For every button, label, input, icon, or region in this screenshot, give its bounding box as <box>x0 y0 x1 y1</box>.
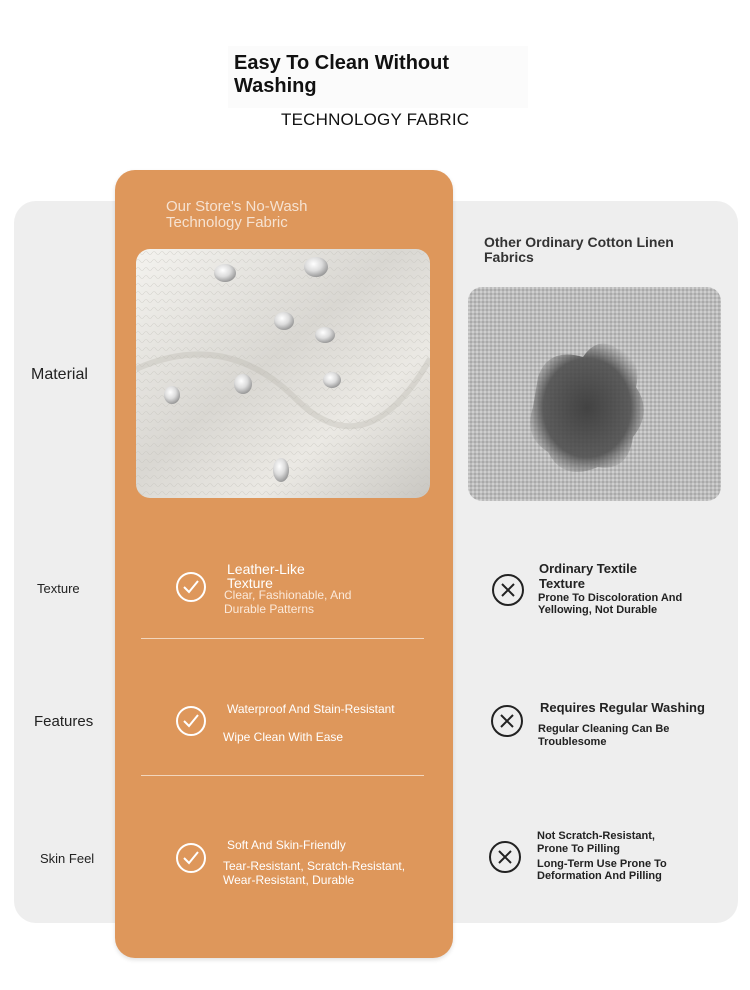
check-circle-icon <box>176 843 206 873</box>
page-title: Easy To Clean Without Washing <box>234 52 450 97</box>
leather-fabric-image <box>136 249 430 498</box>
x-circle-icon <box>492 574 524 606</box>
row-label-material: Material <box>31 366 88 383</box>
row-divider <box>141 638 424 639</box>
x-circle-icon <box>489 841 521 873</box>
skin-other-desc: Long-Term Use Prone To Deformation And Pilling <box>537 858 667 882</box>
features-other-title: Requires Regular Washing <box>540 700 705 715</box>
features-other-desc: Regular Cleaning Can Be Troublesome <box>538 723 670 748</box>
page-subtitle: TECHNOLOGY FABRIC <box>281 110 470 129</box>
skin-ours-title: Soft And Skin-Friendly <box>227 838 346 852</box>
texture-ours-title: Leather-Like Texture <box>227 561 305 591</box>
our-fabric-header: Our Store's No-Wash Technology Fabric <box>166 198 308 231</box>
features-ours-title: Waterproof And Stain-Resistant <box>227 702 395 716</box>
features-ours-desc: Wipe Clean With Ease <box>223 730 344 744</box>
skin-other-title: Not Scratch-Resistant, Prone To Pilling <box>537 830 655 855</box>
linen-fabric-image <box>468 287 721 501</box>
row-divider <box>141 775 424 776</box>
texture-ours-desc: Clear, Fashionable, And Durable Patterns <box>224 588 352 616</box>
check-circle-icon <box>176 706 206 736</box>
row-label-texture: Texture <box>37 581 80 596</box>
texture-other-desc: Prone To Discoloration And Yellowing, Not Durable <box>538 592 683 616</box>
x-circle-icon <box>491 705 523 737</box>
other-fabric-header: Other Ordinary Cotton Linen Fabrics <box>484 234 674 265</box>
check-circle-icon <box>176 572 206 602</box>
row-label-features: Features <box>34 713 94 730</box>
texture-other-title: Ordinary Textile Texture <box>539 561 638 591</box>
skin-ours-desc: Tear-Resistant, Scratch-Resistant, Wear-Resistant, Durable <box>223 859 406 887</box>
row-label-skin-feel: Skin Feel <box>40 851 95 866</box>
